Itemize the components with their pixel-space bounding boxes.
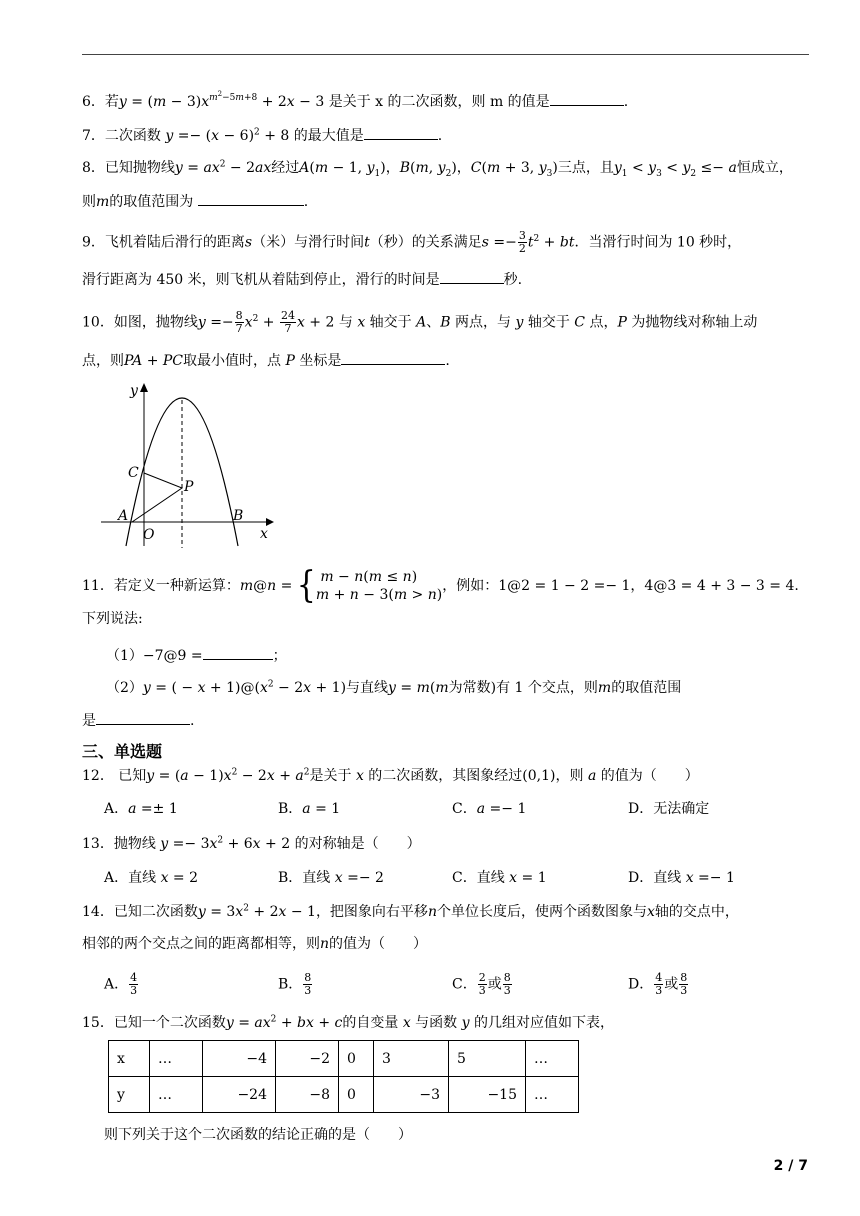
question-15: 15．已知一个二次函数$y = ax^2$ + bx + c的自变量 x 与函数 y 的几组对应值如下表，	[82, 1014, 614, 1031]
table-cell: 5	[449, 1041, 526, 1077]
q13-option-c[interactable]: C．直线 x = 1	[452, 870, 547, 886]
question-11-part1: （1）−7@9 = ；	[106, 644, 287, 666]
question-6: 6．若$y = (m - 3)x^{m^2-5m+8} + 2x - 3$ 是关于 x 的二次函数，则 m 的值是 .	[82, 90, 629, 110]
question-11: 11．若定义一种新运算：m@n = { m − n(m ≤ n) m + n − 3(m > n) ，例如：1@2 = 1 − 2 =− 1，4@3 = 4 + 3 − 3 = 4.	[82, 564, 799, 607]
x-axis-label: x	[260, 526, 268, 542]
values-table	[108, 1040, 579, 1113]
question-8: 8．已知抛物线$y = ax^2 - 2ax$经过A(m − 1, $y_1$)，B(m, $y_2$)，C(m + 3, $y_3$)三点，且$y_1 < y_3 < y_2 \le- a$恒成立，	[82, 159, 793, 179]
table-cell: −2	[276, 1041, 339, 1077]
y-axis-label: y	[130, 383, 138, 399]
point-a-label: A	[118, 508, 129, 524]
q14-option-d[interactable]: D． $\frac{4}{3}$ 或 $\frac{8}{3}$	[628, 971, 688, 997]
q13-option-b[interactable]: B．直线 x =− 2	[278, 870, 384, 886]
parabola-figure	[96, 378, 276, 550]
point-b-label: B	[233, 508, 244, 524]
table-cell: −4	[203, 1041, 276, 1077]
table-cell: …	[526, 1041, 579, 1077]
table-cell: −24	[203, 1077, 276, 1113]
answer-blank[interactable]	[364, 124, 438, 140]
question-13: 13．抛物线 $y =- 3x^2 + 6x + 2$ 的对称轴是（ ）	[82, 835, 421, 852]
answer-blank[interactable]	[96, 709, 190, 725]
table-row	[109, 1077, 579, 1113]
table-cell: 3	[374, 1041, 449, 1077]
answer-blank[interactable]	[341, 349, 445, 365]
table-cell: 0	[339, 1077, 374, 1113]
table-cell: …	[150, 1077, 203, 1113]
question-14: 14．已知二次函数$y = 3x^2 + 2x - 1$，把图象向右平移n个单位长度后，使两个函数图象与x轴的交点中，	[82, 903, 739, 920]
section-heading: 三、单选题	[82, 742, 163, 761]
question-11-part2: （2）y = ( − $x + 1)@(x^2 - 2x + 1)$与直线y = m(m为常数)有 1 个交点，则m的取值范围	[106, 679, 682, 696]
question-9: 9．飞机着陆后滑行的距离s（米）与滑行时间t（秒）的关系满足s =− $\frac{3}{2}$ $t^2$ + bt．当滑行时间为 10 秒时，	[82, 229, 742, 255]
point-c-label: C	[128, 465, 139, 481]
answer-blank[interactable]	[198, 190, 304, 206]
header-rule	[82, 54, 809, 55]
table-cell: x	[109, 1041, 150, 1077]
answer-blank[interactable]	[550, 90, 624, 106]
question-9-line2: 滑行距离为 450 米，则飞机从着陆到停止，滑行的时间是 秒.	[82, 268, 522, 290]
page-number: 2 / 7	[773, 1158, 808, 1174]
q12-option-a[interactable]: A．a =± 1	[104, 801, 178, 817]
table-row	[109, 1041, 579, 1077]
question-11-line2: 下列说法:	[82, 611, 143, 627]
q13-option-d[interactable]: D．直线 x =− 1	[628, 870, 735, 886]
question-10: 10．如图，抛物线y =− $\frac{8}{7}$ $x^2$ + $\frac{24}{7}$ x + 2 与 x 轴交于 A、B 两点，与 y 轴交于 C 点，P 为抛物线对称轴上动	[82, 309, 758, 335]
question-14-line2: 相邻的两个交点之间的距离都相等，则n的值为（ ）	[82, 936, 428, 952]
triangle-apc	[132, 473, 182, 522]
question-12: 12． 已知$y = (a - 1)x^2 - 2x + a^2$是关于 x 的二次函数，其图象经过(0,1)，则 a 的值为（ ）	[82, 767, 699, 784]
q14-option-b[interactable]: B． $\frac{8}{3}$	[278, 971, 312, 997]
table-cell: …	[150, 1041, 203, 1077]
answer-blank[interactable]	[440, 268, 504, 284]
question-8-line2: 则m的取值范围为 .	[82, 190, 308, 212]
table-cell: −8	[276, 1077, 339, 1113]
q12-option-c[interactable]: C．a =− 1	[452, 801, 527, 817]
table-cell: 0	[339, 1041, 374, 1077]
table-cell: −3	[374, 1077, 449, 1113]
q14-option-a[interactable]: A． $\frac{4}{3}$	[104, 971, 138, 997]
table-cell: …	[526, 1077, 579, 1113]
question-15-after: 则下列关于这个二次函数的结论正确的是（ ）	[104, 1127, 412, 1143]
question-11-line3: 是 .	[82, 709, 194, 731]
q12-option-b[interactable]: B．a = 1	[278, 801, 341, 817]
origin-label: O	[143, 527, 155, 543]
q13-option-a[interactable]: A．直线 x = 2	[104, 870, 199, 886]
answer-blank[interactable]	[203, 644, 273, 660]
table-cell: y	[109, 1077, 150, 1113]
q14-option-c[interactable]: C． $\frac{2}{3}$ 或 $\frac{8}{3}$	[452, 971, 511, 997]
q6-number: 6．	[82, 94, 105, 110]
point-p-label: P	[184, 479, 194, 495]
question-7: 7．二次函数 $y =- (x - 6)^2 + 8$ 的最大值是 .	[82, 124, 442, 146]
q12-option-d[interactable]: D．无法确定	[628, 801, 710, 817]
question-10-line2: 点，则PA + PC取最小值时，点 P 坐标是 .	[82, 349, 450, 371]
table-cell: −15	[449, 1077, 526, 1113]
